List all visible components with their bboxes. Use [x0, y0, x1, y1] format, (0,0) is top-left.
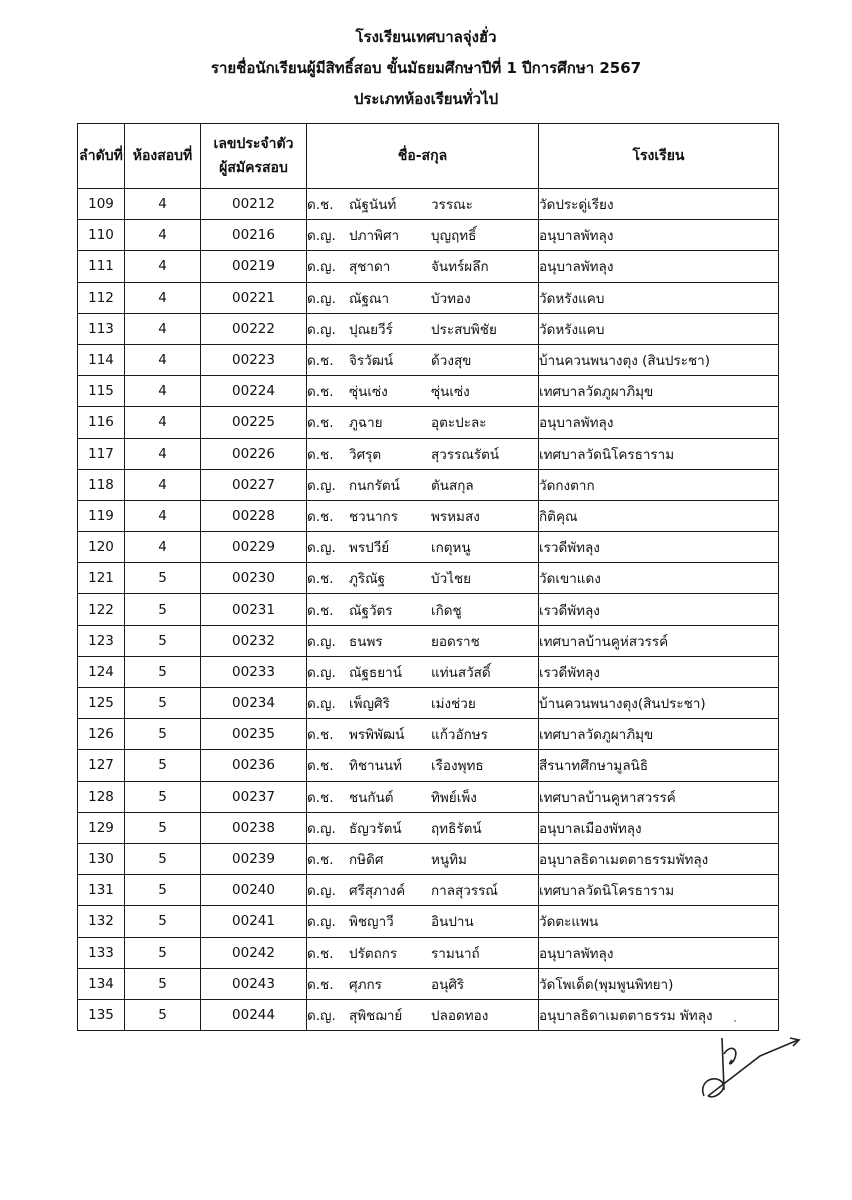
name-title: ด.ญ. [307, 633, 336, 650]
first-name: พรปวีย์ [349, 540, 390, 557]
cell-seq: 125 [78, 688, 125, 719]
cell-room: 5 [125, 656, 201, 687]
cell-candidate-id: 00241 [201, 906, 307, 937]
cell-full-name [307, 251, 539, 282]
table-row [78, 781, 779, 812]
name-title: ด.ญ. [307, 1007, 336, 1024]
last-name: ยอดราช [431, 633, 480, 650]
last-name: เรืองพุทธ [431, 758, 484, 775]
cell-candidate-id: 00244 [201, 999, 307, 1030]
table-row [78, 625, 779, 656]
scan-speck [734, 1020, 736, 1022]
table-row [78, 812, 779, 843]
cell-seq: 111 [78, 251, 125, 282]
cell-school: เทศบาลวัดนิโครธาราม [539, 875, 779, 906]
first-name: ศรีสุภางค์ [349, 883, 406, 900]
table-row [78, 469, 779, 500]
column-header-id-line1: เลขประจำตัว [213, 136, 294, 152]
cell-full-name [307, 750, 539, 781]
last-name: เกิดชู [431, 602, 462, 619]
first-name: ณัฐวัตร [349, 602, 393, 619]
signature-icon [700, 1030, 810, 1100]
cell-room: 5 [125, 843, 201, 874]
cell-candidate-id: 00212 [201, 189, 307, 220]
name-title: ด.ช. [307, 945, 334, 962]
cell-room: 4 [125, 438, 201, 469]
cell-room: 5 [125, 875, 201, 906]
first-name: กนกรัตน์ [349, 477, 400, 494]
name-title: ด.ญ. [307, 259, 336, 276]
cell-room: 4 [125, 407, 201, 438]
table-row [78, 843, 779, 874]
cell-candidate-id: 00237 [201, 781, 307, 812]
cell-candidate-id: 00242 [201, 937, 307, 968]
cell-room: 5 [125, 625, 201, 656]
last-name: เกตุหนู [431, 540, 471, 557]
cell-school: วัดประดู่เรียง [539, 189, 779, 220]
last-name: เม่งช่วย [431, 696, 476, 713]
cell-school: เรวดีพัทลุง [539, 594, 779, 625]
cell-room: 4 [125, 344, 201, 375]
cell-full-name [307, 906, 539, 937]
cell-room: 5 [125, 812, 201, 843]
name-title: ด.ญ. [307, 883, 336, 900]
name-title: ด.ช. [307, 727, 334, 744]
table-row [78, 438, 779, 469]
cell-seq: 120 [78, 532, 125, 563]
name-title: ด.ช. [307, 508, 334, 525]
cell-seq: 123 [78, 625, 125, 656]
last-name: แท่นสวัสดิ์ [431, 664, 491, 681]
first-name: พรพิพัฒน์ [349, 727, 405, 744]
name-title: ด.ญ. [307, 477, 336, 494]
cell-room: 4 [125, 189, 201, 220]
cell-seq: 126 [78, 719, 125, 750]
cell-room: 5 [125, 719, 201, 750]
cell-school: วัดกงตาก [539, 469, 779, 500]
cell-seq: 124 [78, 656, 125, 687]
cell-seq: 119 [78, 500, 125, 531]
table-row [78, 594, 779, 625]
name-title: ด.ญ. [307, 696, 336, 713]
table-header-row [78, 124, 779, 189]
cell-full-name [307, 469, 539, 500]
first-name: จิรวัฒน์ [349, 353, 394, 370]
cell-seq: 129 [78, 812, 125, 843]
cell-room: 5 [125, 781, 201, 812]
cell-full-name [307, 719, 539, 750]
cell-candidate-id: 00239 [201, 843, 307, 874]
first-name: ศุภกร [349, 976, 382, 993]
first-name: ชวนากร [349, 508, 398, 525]
cell-room: 5 [125, 750, 201, 781]
table-row [78, 656, 779, 687]
table-row [78, 251, 779, 282]
first-name: ธัญวรัตน์ [349, 820, 402, 837]
cell-candidate-id: 00238 [201, 812, 307, 843]
column-header-seq: ลำดับที่ [78, 124, 125, 189]
cell-full-name [307, 438, 539, 469]
last-name: พรหมสง [431, 508, 480, 525]
first-name: พิชญาวี [349, 914, 394, 931]
table-row [78, 750, 779, 781]
cell-seq: 128 [78, 781, 125, 812]
cell-full-name [307, 313, 539, 344]
last-name: จันทร์ผลึก [431, 259, 489, 276]
name-title: ด.ญ. [307, 321, 336, 338]
last-name: อนุศิริ [431, 976, 465, 993]
cell-seq: 135 [78, 999, 125, 1030]
column-header-name: ชื่อ-สกุล [307, 124, 539, 189]
name-title: ด.ช. [307, 758, 334, 775]
first-name: ปุณยวีร์ [349, 321, 393, 338]
last-name: ซุ่นเซ่ง [431, 384, 470, 401]
name-title: ด.ช. [307, 197, 334, 214]
cell-full-name [307, 656, 539, 687]
cell-full-name [307, 843, 539, 874]
cell-school: เทศบาลวัดภูผาภิมุข [539, 719, 779, 750]
cell-full-name [307, 875, 539, 906]
table-row [78, 875, 779, 906]
cell-school: อนุบาลธิดาเมตตาธรรม พัทลุง [539, 999, 779, 1030]
cell-seq: 112 [78, 282, 125, 313]
name-title: ด.ช. [307, 571, 334, 588]
cell-seq: 130 [78, 843, 125, 874]
cell-candidate-id: 00222 [201, 313, 307, 344]
column-header-candidate-id [201, 124, 307, 189]
table-row [78, 563, 779, 594]
cell-candidate-id: 00232 [201, 625, 307, 656]
cell-candidate-id: 00233 [201, 656, 307, 687]
cell-school: เรวดีพัทลุง [539, 532, 779, 563]
last-name: บุญฤทธิ์ [431, 228, 477, 245]
table-row [78, 500, 779, 531]
first-name: ทิชานนท์ [349, 758, 402, 775]
last-name: ด้วงสุข [431, 353, 472, 370]
cell-candidate-id: 00219 [201, 251, 307, 282]
cell-full-name [307, 220, 539, 251]
last-name: หนูทิม [431, 852, 467, 869]
cell-room: 5 [125, 688, 201, 719]
table-row [78, 407, 779, 438]
cell-school: เทศบาลวัดนิโครธาราม [539, 438, 779, 469]
table-row [78, 532, 779, 563]
first-name: ณัฐณา [349, 290, 390, 307]
name-title: ด.ญ. [307, 290, 336, 307]
cell-school: เทศบาลบ้านคูหาสวรรค์ [539, 781, 779, 812]
cell-full-name [307, 282, 539, 313]
cell-candidate-id: 00216 [201, 220, 307, 251]
cell-candidate-id: 00235 [201, 719, 307, 750]
cell-candidate-id: 00234 [201, 688, 307, 719]
name-title: ด.ญ. [307, 820, 336, 837]
cell-school: สีรนาทศึกษามูลนิธิ [539, 750, 779, 781]
cell-room: 4 [125, 500, 201, 531]
cell-seq: 110 [78, 220, 125, 251]
last-name: กาลสุวรรณ์ [431, 883, 498, 900]
cell-seq: 132 [78, 906, 125, 937]
cell-full-name [307, 625, 539, 656]
cell-candidate-id: 00236 [201, 750, 307, 781]
cell-school: วัดโพเด็ด(พุมพูนพิทยา) [539, 968, 779, 999]
last-name: อินปาน [431, 914, 474, 931]
cell-seq: 117 [78, 438, 125, 469]
cell-room: 5 [125, 906, 201, 937]
cell-full-name [307, 407, 539, 438]
cell-seq: 122 [78, 594, 125, 625]
cell-school: อนุบาลพัทลุง [539, 251, 779, 282]
cell-full-name [307, 189, 539, 220]
name-title: ด.ช. [307, 602, 334, 619]
cell-seq: 109 [78, 189, 125, 220]
cell-candidate-id: 00228 [201, 500, 307, 531]
first-name: เพ็ญศิริ [349, 696, 390, 713]
cell-candidate-id: 00221 [201, 282, 307, 313]
cell-seq: 121 [78, 563, 125, 594]
cell-seq: 116 [78, 407, 125, 438]
cell-candidate-id: 00226 [201, 438, 307, 469]
cell-candidate-id: 00230 [201, 563, 307, 594]
last-name: ประสบพิชัย [431, 321, 497, 338]
column-header-room: ห้องสอบที่ [125, 124, 201, 189]
cell-full-name [307, 594, 539, 625]
last-name: ฤทธิรัตน์ [431, 820, 482, 837]
signature-mark [700, 1030, 810, 1100]
first-name: ซุ่นเซ่ง [349, 384, 388, 401]
cell-candidate-id: 00224 [201, 376, 307, 407]
cell-school: เทศบาลวัดภูผาภิมุข [539, 376, 779, 407]
cell-seq: 131 [78, 875, 125, 906]
first-name: สุชาดา [349, 259, 391, 276]
cell-school: อนุบาลธิดาเมตตาธรรมพัทลุง [539, 843, 779, 874]
cell-candidate-id: 00223 [201, 344, 307, 375]
table-row [78, 313, 779, 344]
cell-school: เรวดีพัทลุง [539, 656, 779, 687]
cell-seq: 133 [78, 937, 125, 968]
table-row [78, 999, 779, 1030]
name-title: ด.ช. [307, 446, 334, 463]
cell-school: อนุบาลพัทลุง [539, 937, 779, 968]
cell-seq: 115 [78, 376, 125, 407]
first-name: สุพิชฌาย์ [349, 1007, 403, 1024]
cell-seq: 127 [78, 750, 125, 781]
cell-school: วัดตะแพน [539, 906, 779, 937]
cell-school: บ้านควนพนางตุง (สินประชา) [539, 344, 779, 375]
last-name: รามนาถ์ [431, 945, 480, 962]
cell-school: อนุบาลพัทลุง [539, 407, 779, 438]
school-name-title: โรงเรียนเทศบาลจุ่งฮั่ว [355, 28, 497, 46]
cell-full-name [307, 500, 539, 531]
cell-full-name [307, 999, 539, 1030]
first-name: ภูฉาย [349, 415, 383, 432]
cell-full-name [307, 968, 539, 999]
cell-room: 5 [125, 594, 201, 625]
name-title: ด.ช. [307, 976, 334, 993]
cell-candidate-id: 00243 [201, 968, 307, 999]
last-name: แก้วอักษร [431, 727, 488, 744]
first-name: ณัฐธยาน์ [349, 664, 402, 681]
first-name: ณัฐนันท์ [349, 197, 397, 214]
table-row [78, 719, 779, 750]
table-row [78, 376, 779, 407]
classroom-category: ประเภทห้องเรียนทั่วไป [353, 90, 499, 108]
cell-full-name [307, 563, 539, 594]
cell-seq: 114 [78, 344, 125, 375]
first-name: ภูริณัฐ [349, 571, 386, 588]
cell-school: กิติคุณ [539, 500, 779, 531]
cell-candidate-id: 00227 [201, 469, 307, 500]
cell-full-name [307, 937, 539, 968]
cell-school: อนุบาลเมืองพัทลุง [539, 812, 779, 843]
table-row [78, 937, 779, 968]
table-row [78, 282, 779, 313]
cell-candidate-id: 00240 [201, 875, 307, 906]
cell-room: 4 [125, 376, 201, 407]
cell-room: 5 [125, 999, 201, 1030]
candidate-table [77, 123, 779, 1031]
first-name: ปภาพิศา [349, 228, 400, 245]
last-name: สุวรรณรัตน์ [431, 446, 500, 463]
table-row [78, 344, 779, 375]
cell-seq: 134 [78, 968, 125, 999]
cell-school: อนุบาลพัทลุง [539, 220, 779, 251]
column-header-id-line2: ผู้สมัครสอบ [219, 160, 288, 176]
last-name: บัวไชย [431, 571, 472, 588]
cell-full-name [307, 781, 539, 812]
name-title: ด.ช. [307, 852, 334, 869]
name-title: ด.ญ. [307, 914, 336, 931]
cell-room: 5 [125, 937, 201, 968]
last-name: ปลอดทอง [431, 1007, 489, 1024]
cell-seq: 118 [78, 469, 125, 500]
column-header-school: โรงเรียน [539, 124, 779, 189]
last-name: อุตะปะละ [431, 415, 487, 432]
cell-full-name [307, 344, 539, 375]
cell-room: 4 [125, 469, 201, 500]
name-title: ด.ญ. [307, 664, 336, 681]
table-row [78, 189, 779, 220]
cell-candidate-id: 00225 [201, 407, 307, 438]
first-name: ชนกันต์ [349, 789, 394, 806]
last-name: วรรณะ [431, 197, 473, 214]
cell-full-name [307, 688, 539, 719]
cell-room: 4 [125, 220, 201, 251]
cell-full-name [307, 532, 539, 563]
last-name: บัวทอง [431, 290, 471, 307]
cell-room: 4 [125, 251, 201, 282]
cell-school: บ้านควนพนางตุง(สินประชา) [539, 688, 779, 719]
cell-school: วัดเขาแดง [539, 563, 779, 594]
table-row [78, 688, 779, 719]
table-row [78, 220, 779, 251]
first-name: วิศรุต [349, 446, 382, 463]
first-name: ธนพร [349, 633, 383, 650]
name-title: ด.ช. [307, 353, 334, 370]
document-subtitle: รายชื่อนักเรียนผู้มีสิทธิ์สอบ ขั้นมัธยมศึกษาปีที่ 1 ปีการศึกษา 2567 [210, 59, 642, 77]
name-title: ด.ช. [307, 789, 334, 806]
name-title: ด.ช. [307, 415, 334, 432]
cell-seq: 113 [78, 313, 125, 344]
table-row [78, 906, 779, 937]
table-row [78, 968, 779, 999]
document-header [0, 20, 852, 115]
cell-room: 4 [125, 282, 201, 313]
last-name: ทิพย์เพ็ง [431, 789, 477, 806]
first-name: กษิดิศ [349, 852, 384, 869]
cell-candidate-id: 00229 [201, 532, 307, 563]
cell-room: 5 [125, 563, 201, 594]
name-title: ด.ญ. [307, 228, 336, 245]
cell-school: วัดหรังแคบ [539, 282, 779, 313]
cell-full-name [307, 376, 539, 407]
cell-room: 4 [125, 532, 201, 563]
first-name: ปรัตถกร [349, 945, 398, 962]
cell-school: เทศบาลบ้านคูห่สวรรค์ [539, 625, 779, 656]
cell-candidate-id: 00231 [201, 594, 307, 625]
cell-school: วัดหรังแคบ [539, 313, 779, 344]
cell-room: 4 [125, 313, 201, 344]
cell-room: 5 [125, 968, 201, 999]
last-name: ตันสกุล [431, 477, 474, 494]
cell-full-name [307, 812, 539, 843]
name-title: ด.ช. [307, 384, 334, 401]
name-title: ด.ญ. [307, 540, 336, 557]
